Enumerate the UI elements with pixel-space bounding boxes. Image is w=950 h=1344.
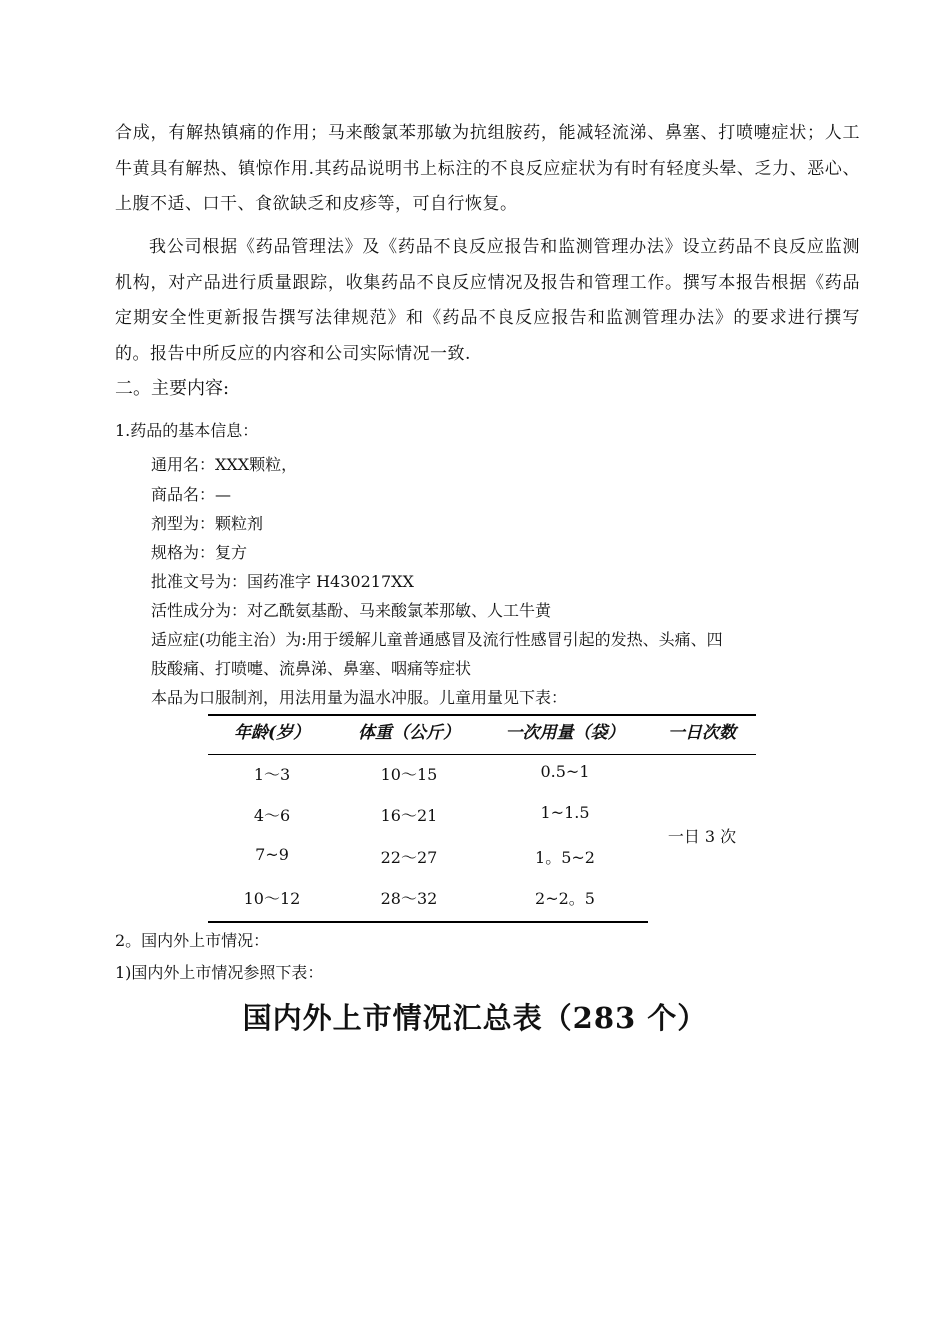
- table-header-frequency: 一日次数: [668, 723, 736, 743]
- info-indications: 适应症(功能主治）为:用于缓解儿童普通感冒及流行性感冒引起的发热、头痛、四: [151, 630, 723, 649]
- subsection-heading-market-status: 2。国内外上市情况：: [115, 931, 270, 950]
- info-indications-continued: 肢酸痛、打喷嚏、流鼻涕、鼻塞、咽痛等症状: [151, 659, 472, 678]
- info-approval-number: 批准文号为：国药准字 H430217XX: [151, 572, 414, 591]
- table-cell-weight: 10～15: [380, 765, 438, 784]
- table-top-rule: [208, 714, 756, 716]
- info-generic-name: 通用名：XXX颗粒，: [151, 455, 298, 474]
- table-cell-age: 7~9: [255, 845, 289, 864]
- info-specification: 规格为：复方: [151, 543, 248, 562]
- table-cell-dose: 2~2。5: [535, 889, 595, 908]
- table-bottom-rule: [208, 921, 648, 923]
- info-active-ingredients: 活性成分为：对乙酰氨基酚、马来酸氯苯那敏、人工牛黄: [151, 601, 552, 620]
- table-header-weight: 体重（公斤）: [358, 723, 460, 743]
- table-cell-dose: 0.5~1: [540, 762, 590, 781]
- table-cell-weight: 28～32: [380, 889, 438, 908]
- table-header-rule: [208, 754, 756, 755]
- info-trade-name: 商品名：—: [151, 485, 232, 504]
- paragraph-intro: 合成，有解热镇痛的作用；马来酸氯苯那敏为抗组胺药，能减轻流涕、鼻塞、打喷嚏症状；人工牛黄具有解热、镇惊作用.其药品说明书上标注的不良反应症状为有时有轻度头晕、乏力、恶心、上腹不适、口干、食欲缺乏和皮疹等，可自行恢复。: [115, 123, 860, 214]
- paragraph-company-statement: 我公司根据《药品管理法》及《药品不良反应报告和监测管理办法》设立药品不良反应监测机构，对产品进行质量跟踪，收集药品不良反应情况及报告和管理工作。撰写本报告根据《药品定期安全性更新报告撰写法律规范》和《药品不良反应报告和监测管理办法》的要求进行撰写的。报告中所反应的内容和公司实际情况一致.: [115, 237, 860, 364]
- table-cell-weight: 22～27: [380, 848, 438, 867]
- market-status-note: 1)国内外上市情况参照下表：: [115, 963, 324, 982]
- table-header-age: 年龄(岁）: [233, 723, 311, 743]
- table-cell-age: 4～6: [253, 806, 291, 825]
- table-cell-dose: 1。5~2: [535, 848, 595, 867]
- table-cell-weight: 16～21: [380, 806, 438, 825]
- table-cell-age: 1～3: [253, 765, 291, 784]
- table-cell-daily-frequency: 一日 3 次: [667, 827, 737, 846]
- section-heading: 二。主要内容:: [115, 378, 230, 399]
- info-usage: 本品为口服制剂，用法用量为温水冲服。儿童用量见下表：: [151, 688, 568, 707]
- subsection-heading-basic-info: 1.药品的基本信息：: [115, 421, 259, 440]
- summary-table-title: 国内外上市情况汇总表（283 个）: [242, 1001, 708, 1035]
- table-cell-age: 10～12: [243, 889, 301, 908]
- table-cell-dose: 1~1.5: [540, 803, 590, 822]
- info-dosage-form: 剂型为：颗粒剂: [151, 514, 264, 533]
- table-header-dose: 一次用量（袋）: [505, 723, 625, 743]
